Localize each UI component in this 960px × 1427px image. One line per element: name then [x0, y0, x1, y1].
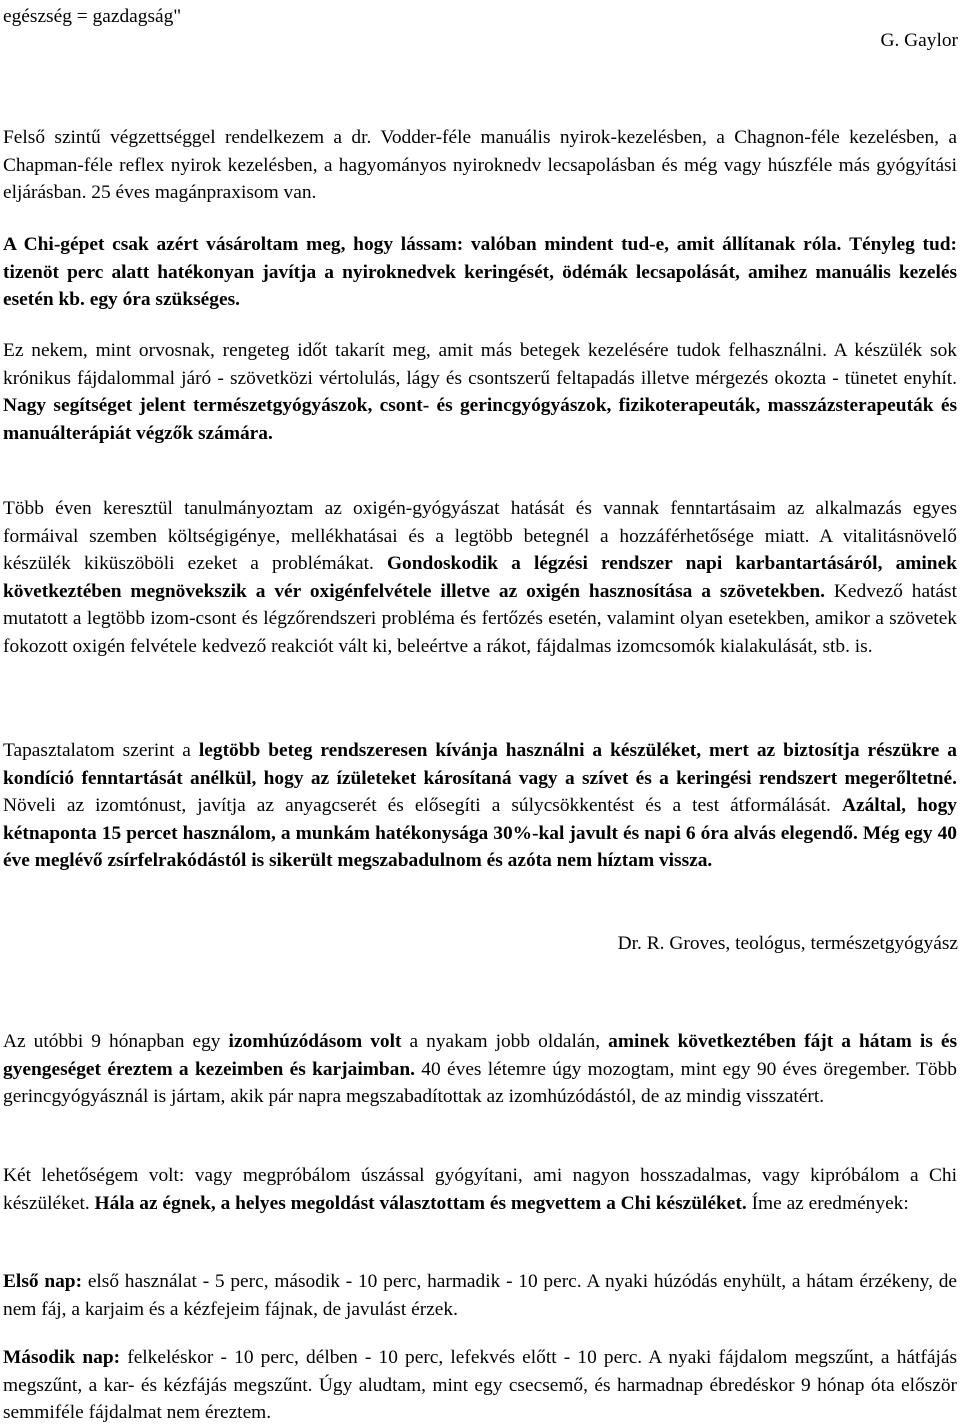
paragraph: [3, 495, 957, 660]
bold-text: Tényleg tud: tizenöt perc alatt hatékonyan javítja a nyiroknedvek keringését, ödémák lecsapolását, amihez manuális kezelés esetén kb. egy óra szükséges.: [3, 234, 957, 310]
paragraph: [3, 1028, 957, 1111]
text: Íme az eredmények:: [751, 1192, 909, 1214]
text: Tapasztalatom szerint a: [3, 740, 191, 761]
text: Felső szintű végzettséggel rendelkezem a dr. Vodder-féle manuális nyirok-kezelésben, a Chagnon-féle kezelésben, a Chapman-féle reflex nyirok kezelésben, a hagyományos nyiroknedv lecsapolásban és még vagy húszféle más gyógyítási eljárásban. 25 éves magánpraxisom van.: [3, 127, 957, 203]
text: a nyakam jobb oldalán,: [409, 1031, 601, 1052]
bold-text: legtöbb beteg rendszeresen kívánja használni a készüléket, mert az biztosítja részükre a kondíció fenntartását anélkül, hogy az ízületeket károsítaná vagy a szívet és a keringési rendszert megerőltetné.: [3, 740, 957, 789]
paragraph: [3, 737, 957, 875]
paragraph-day1: [3, 1268, 957, 1323]
paragraph: [3, 124, 957, 207]
text: felkeléskor - 10 perc, délben - 10 perc, lefekvés előtt - 10 perc. A nyaki fájdalom megszűnt, a hátfájás megszűnt, a kar- és kézfájás megszűnt. Úgy aludtam, mint egy csecsemő, és harmadnap ébredéskor 9 hónap óta először semmiféle fájdalmat nem éreztem.: [3, 1347, 957, 1423]
bold-text: Hála az égnek, a helyes megoldást választottam és megvettem a Chi készüléket.: [94, 1192, 747, 1214]
bold-text: Gondoskodik a légzési rendszer napi karbantartásáról, aminek következtében megnövekszik a vér oxigénfelvétele illetve az oxigén hasznosítása a szövetekben.: [3, 553, 957, 602]
paragraph-day2: [3, 1344, 957, 1427]
day-label: Második nap:: [3, 1347, 121, 1368]
text: Több éven keresztül tanulmányoztam az oxigén-gyógyászat hatását és vannak fenntartásaim az alkalmazás egyes formáival szemben költségigénye, mellékhatásai és a legtöbb betegnél a hozzáférhetősége miatt. A vitalitásnövelő készülék kiküszöböli ezeket a problémákat.: [3, 498, 957, 574]
bold-text: A Chi-gépet csak azért vásároltam meg, hogy lássam: valóban mindent tud-e, amit állítanak róla.: [3, 234, 842, 255]
signature-groves: Dr. R. Groves, teológus, természetgyógyász: [617, 933, 958, 954]
bold-text: aminek következtében fájt a hátam is és gyengeséget éreztem a kezeimben és karjaimban.: [3, 1031, 957, 1080]
bold-text: izomhúzódásom volt: [228, 1031, 402, 1052]
text: Két lehetőségem volt: vagy megpróbálom úszással gyógyítani, ami nagyon hosszadalmas, vagy kipróbálom a Chi készüléket.: [3, 1165, 957, 1214]
bold-text: Nagy segítséget jelent természetgyógyászok, csont- és gerincgyógyászok, fizikoterapeuták, masszázsterapeuták és manuálterápiát végzők számára.: [3, 395, 957, 444]
paragraph: [3, 337, 957, 447]
quote-author: G. Gaylor: [880, 30, 958, 51]
text: Kedvező hatást mutatott a legtöbb izom-csont és légzőrendszeri probléma és fertőzés esetén, valamint olyan esetekben, amikor a szövetek fokozott oxigén felvétele kedvező reakciót vált ki, beleértve a rákot, fájdalmas izomcsomók kialakulását, stb. is.: [3, 580, 957, 657]
text: első használat - 5 perc, második - 10 perc, harmadik - 10 perc. A nyaki húzódás enyhült, a hátam érzékeny, de nem fáj, a karjaim és a kézfejeim fájnak, de javulást érzek.: [3, 1271, 957, 1320]
bold-text: Azáltal, hogy kétnaponta 15 percet használom, a munkám hatékonysága 30%-kal javult és napi 6 óra alvás elegendő. Még egy 40 éve meglévő zsírfelrakódástól is sikerült megszabadulnom és azóta nem híztam vissza.: [3, 795, 957, 871]
day-label: Első nap:: [3, 1271, 83, 1292]
quote-end: egészség = gazdagság": [3, 6, 182, 27]
text: Az utóbbi 9 hónapban egy: [3, 1031, 221, 1052]
text: 40 éves létemre úgy mozogtam, mint egy 90 éves öregember. Több gerincgyógyásznál is jártam, akik pár napra megszabadítottak az izomhúzódástól, de az mindig visszatért.: [3, 1058, 957, 1107]
text: Ez nekem, mint orvosnak, rengeteg időt takarít meg, amit más betegek kezelésére tudok felhasználni. A készülék sok krónikus fájdalommal járó - szövetközi vértolulás, lágy és csontszerű feltapadás illetve mérgezés okozta - tünetet enyhít.: [3, 340, 957, 389]
paragraph: [3, 1162, 957, 1217]
paragraph: [3, 231, 957, 314]
text: Növeli az izomtónust, javítja az anyagcserét és elősegíti a súlycsökkentést és a test átformálását.: [3, 795, 831, 816]
